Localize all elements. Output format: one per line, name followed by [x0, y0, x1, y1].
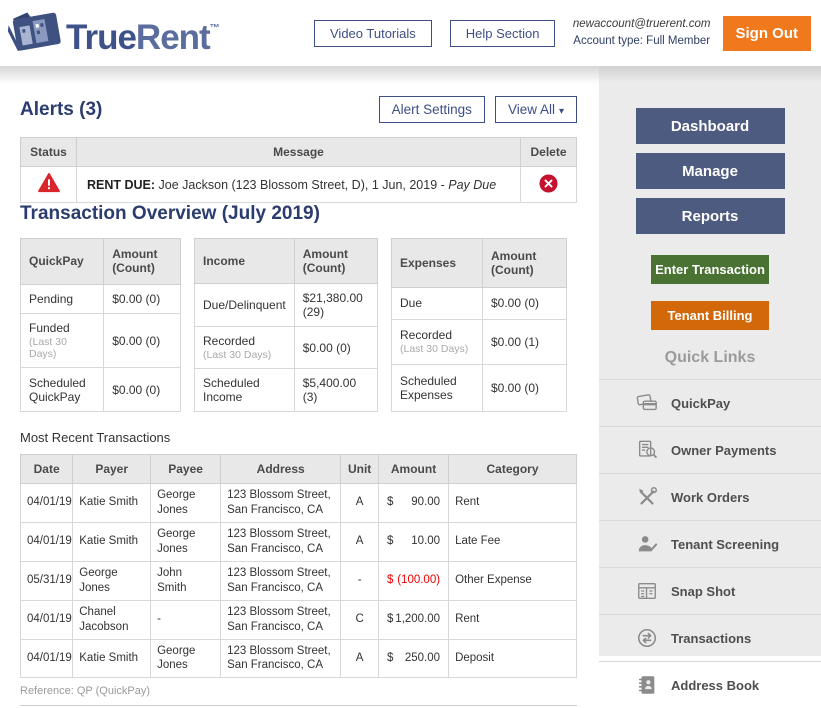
- account-email: newaccount@truerent.com: [572, 18, 711, 31]
- transaction-row: 04/01/19 Katie Smith George Jones 123 Blossom Street, San Francisco, CA A $ 90.00 Rent: [21, 484, 577, 523]
- transactions-table-header: Date Payer Payee Address Unit Amount Category: [21, 455, 577, 484]
- warning-triangle-icon: [38, 182, 60, 196]
- truerent-logo[interactable]: [8, 0, 308, 68]
- table-row: Scheduled Expenses $0.00 (0): [392, 365, 567, 412]
- table-row: Recorded (Last 30 Days) $0.00 (0): [195, 327, 378, 369]
- top-header: [0, 0, 821, 66]
- alerts-actions: [379, 96, 577, 123]
- account-type: Account type: Full Member: [573, 35, 711, 47]
- quick-link-work-orders[interactable]: Work Orders: [599, 473, 821, 520]
- enter-transaction-button[interactable]: Enter Transaction: [651, 255, 769, 284]
- recent-transactions-title: Most Recent Transactions: [20, 430, 171, 445]
- quick-link-snap-shot[interactable]: Snap Shot: [599, 567, 821, 614]
- address-book-icon: [636, 674, 658, 696]
- sidebar-item-manage[interactable]: Manage: [636, 153, 785, 189]
- folder-buildings-icon: [8, 0, 64, 60]
- overview-title: Transaction Overview (July 2019): [20, 203, 320, 224]
- alerts-table: [20, 137, 577, 203]
- bottom-divider: [20, 705, 577, 706]
- owner-payments-icon: [636, 439, 658, 461]
- table-row: Funded (Last 30 Days) $0.00 (0): [21, 313, 181, 368]
- main-column: [0, 66, 599, 698]
- table-row: Scheduled Income $5,400.00 (3): [195, 369, 378, 412]
- table-row: Pending $0.00 (0): [21, 284, 181, 313]
- alerts-header-row: [20, 96, 577, 123]
- income-amount-header: Amount (Count): [294, 239, 377, 284]
- negative-amount: $ (100.00): [387, 574, 441, 587]
- alerts-table-header: [21, 138, 577, 167]
- help-section-button[interactable]: Help Section: [450, 20, 556, 47]
- alerts-col-message: Message: [77, 138, 521, 167]
- alert-message: RENT DUE: Joe Jackson (123 Blossom Street, D), 1 Jun, 2019 - Pay Due: [77, 167, 521, 203]
- quick-link-address-book[interactable]: Address Book: [599, 661, 821, 708]
- table-row: Scheduled QuickPay $0.00 (0): [21, 368, 181, 412]
- view-all-dropdown[interactable]: View All ▾: [495, 96, 577, 123]
- sidebar-item-reports[interactable]: Reports: [636, 198, 785, 234]
- alerts-col-delete: Delete: [521, 138, 577, 167]
- quick-link-transactions[interactable]: Transactions: [599, 614, 821, 661]
- quick-link-owner-payments[interactable]: Owner Payments: [599, 426, 821, 473]
- alert-status-cell: [21, 167, 77, 203]
- transactions-table: [20, 454, 577, 678]
- transactions-icon: [636, 627, 658, 649]
- brand-wordmark: TrueRent™: [66, 17, 220, 57]
- transaction-row: 04/01/19 Chanel Jacobson - 123 Blossom Street, San Francisco, CA C $ 1,200.00 Rent: [21, 600, 577, 639]
- expenses-table-name: Expenses: [392, 239, 483, 288]
- alert-delete-cell: [521, 167, 577, 203]
- quickpay-summary-table: [20, 238, 181, 412]
- sidebar-nav: [599, 66, 821, 234]
- snapshot-icon: [636, 580, 658, 602]
- delete-circle-icon[interactable]: [539, 182, 558, 196]
- income-summary-table: [194, 238, 378, 412]
- quick-link-tenant-screening[interactable]: Tenant Screening: [599, 520, 821, 567]
- quick-link-quickpay[interactable]: QuickPay: [599, 379, 821, 426]
- sidebar-item-dashboard[interactable]: Dashboard: [636, 108, 785, 144]
- alert-row: [21, 167, 577, 203]
- account-info: [573, 16, 711, 49]
- table-row: Due/Delinquent $21,380.00 (29): [195, 284, 378, 327]
- transaction-row: 04/01/19 Katie Smith George Jones 123 Blossom Street, San Francisco, CA A $ 10.00 Late Fee: [21, 522, 577, 561]
- alerts-col-status: Status: [21, 138, 77, 167]
- table-row: Due $0.00 (0): [392, 287, 567, 319]
- content-area: [0, 66, 821, 698]
- transaction-row: 05/31/19 George Jones John Smith 123 Blossom Street, San Francisco, CA - $ (100.00) Other Expense: [21, 561, 577, 600]
- income-table-name: Income: [195, 239, 295, 284]
- quickpay-amount-header: Amount (Count): [104, 239, 181, 285]
- quickpay-icon: [636, 392, 658, 414]
- right-sidebar: [599, 66, 821, 693]
- alert-settings-button[interactable]: Alert Settings: [379, 96, 485, 123]
- work-orders-icon: [636, 486, 658, 508]
- quickpay-table-name: QuickPay: [21, 239, 104, 285]
- account-area: [573, 16, 811, 51]
- trademark-symbol: ™: [209, 22, 220, 34]
- expenses-amount-header: Amount (Count): [483, 239, 567, 288]
- transaction-row: 04/01/19 Katie Smith George Jones 123 Blossom Street, San Francisco, CA A $ 250.00 Deposit: [21, 639, 577, 678]
- table-row: Recorded (Last 30 Days) $0.00 (1): [392, 319, 567, 365]
- video-tutorials-button[interactable]: Video Tutorials: [314, 20, 432, 47]
- quick-links-list: [599, 379, 821, 708]
- quick-links-title: Quick Links: [664, 349, 756, 366]
- tenant-billing-button[interactable]: Tenant Billing: [651, 301, 769, 330]
- reference-note: Reference: QP (QuickPay): [20, 685, 151, 698]
- tenant-screening-icon: [636, 533, 658, 555]
- expenses-summary-table: [391, 238, 567, 412]
- caret-down-icon: ▾: [558, 106, 564, 117]
- sign-out-button[interactable]: Sign Out: [723, 16, 812, 51]
- header-buttons: [314, 20, 555, 47]
- alerts-title: Alerts (3): [20, 98, 103, 120]
- overview-tables: [20, 238, 577, 412]
